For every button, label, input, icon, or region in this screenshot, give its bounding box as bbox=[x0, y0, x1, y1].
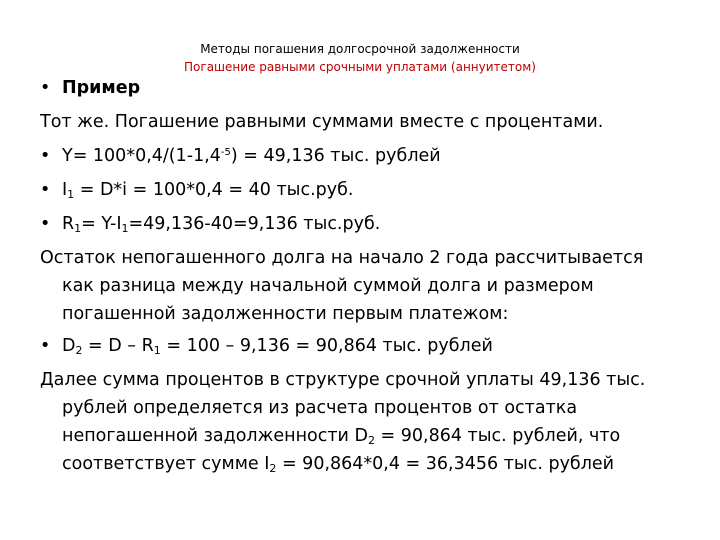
bullet-formula-r1: • $R_1= Y-I_1=49,136-40=9,136$ тыс.руб. bbox=[40, 214, 380, 234]
slide-title bbox=[0, 40, 720, 76]
body-line-remainder-3: погашенной задолженности первым платежом: bbox=[62, 304, 509, 324]
body-line-interest-4: соответствует сумме $I_2 = 90,864*0,4 = 36,3456$ тыс. рублей bbox=[62, 454, 615, 475]
title-subtitle: Погашение равными срочными уплатами (аннуитетом) bbox=[184, 60, 536, 74]
title-main: Методы погашения долгосрочной задолженности bbox=[200, 42, 520, 56]
body-line-interest-3: непогашенной задолженности $D_2 = 90,864$ тыс. рублей, что bbox=[62, 426, 621, 447]
bullet-formula-d2: • $D_2 = D - R_1 = 100 - 9,136 = 90,864$ тыс. рублей bbox=[40, 336, 493, 356]
body-line-remainder-2: как разница между начальной суммой долга и размером bbox=[62, 276, 594, 296]
bullet-example bbox=[40, 78, 140, 98]
body-line-interest-1: Далее сумма процентов в структуре срочной уплаты 49,136 тыс. bbox=[40, 370, 646, 390]
bullet-formula-y: • $Y= 100*0,4/(1-1,4^{-5}) = 49,136$ тыс. рублей bbox=[40, 146, 441, 166]
bullet-formula-i1: • $I_1 = D*i = 100*0,4 = 40$ тыс.руб. bbox=[40, 180, 353, 200]
example-heading: Пример bbox=[62, 78, 141, 98]
body-line-interest-2: рублей определяется из расчета процентов от остатка bbox=[62, 398, 578, 418]
body-line-intro: Тот же. Погашение равными суммами вместе с процентами. bbox=[40, 112, 604, 132]
body-line-remainder-1: Остаток непогашенного долга на начало 2 года рассчитывается bbox=[40, 248, 644, 268]
